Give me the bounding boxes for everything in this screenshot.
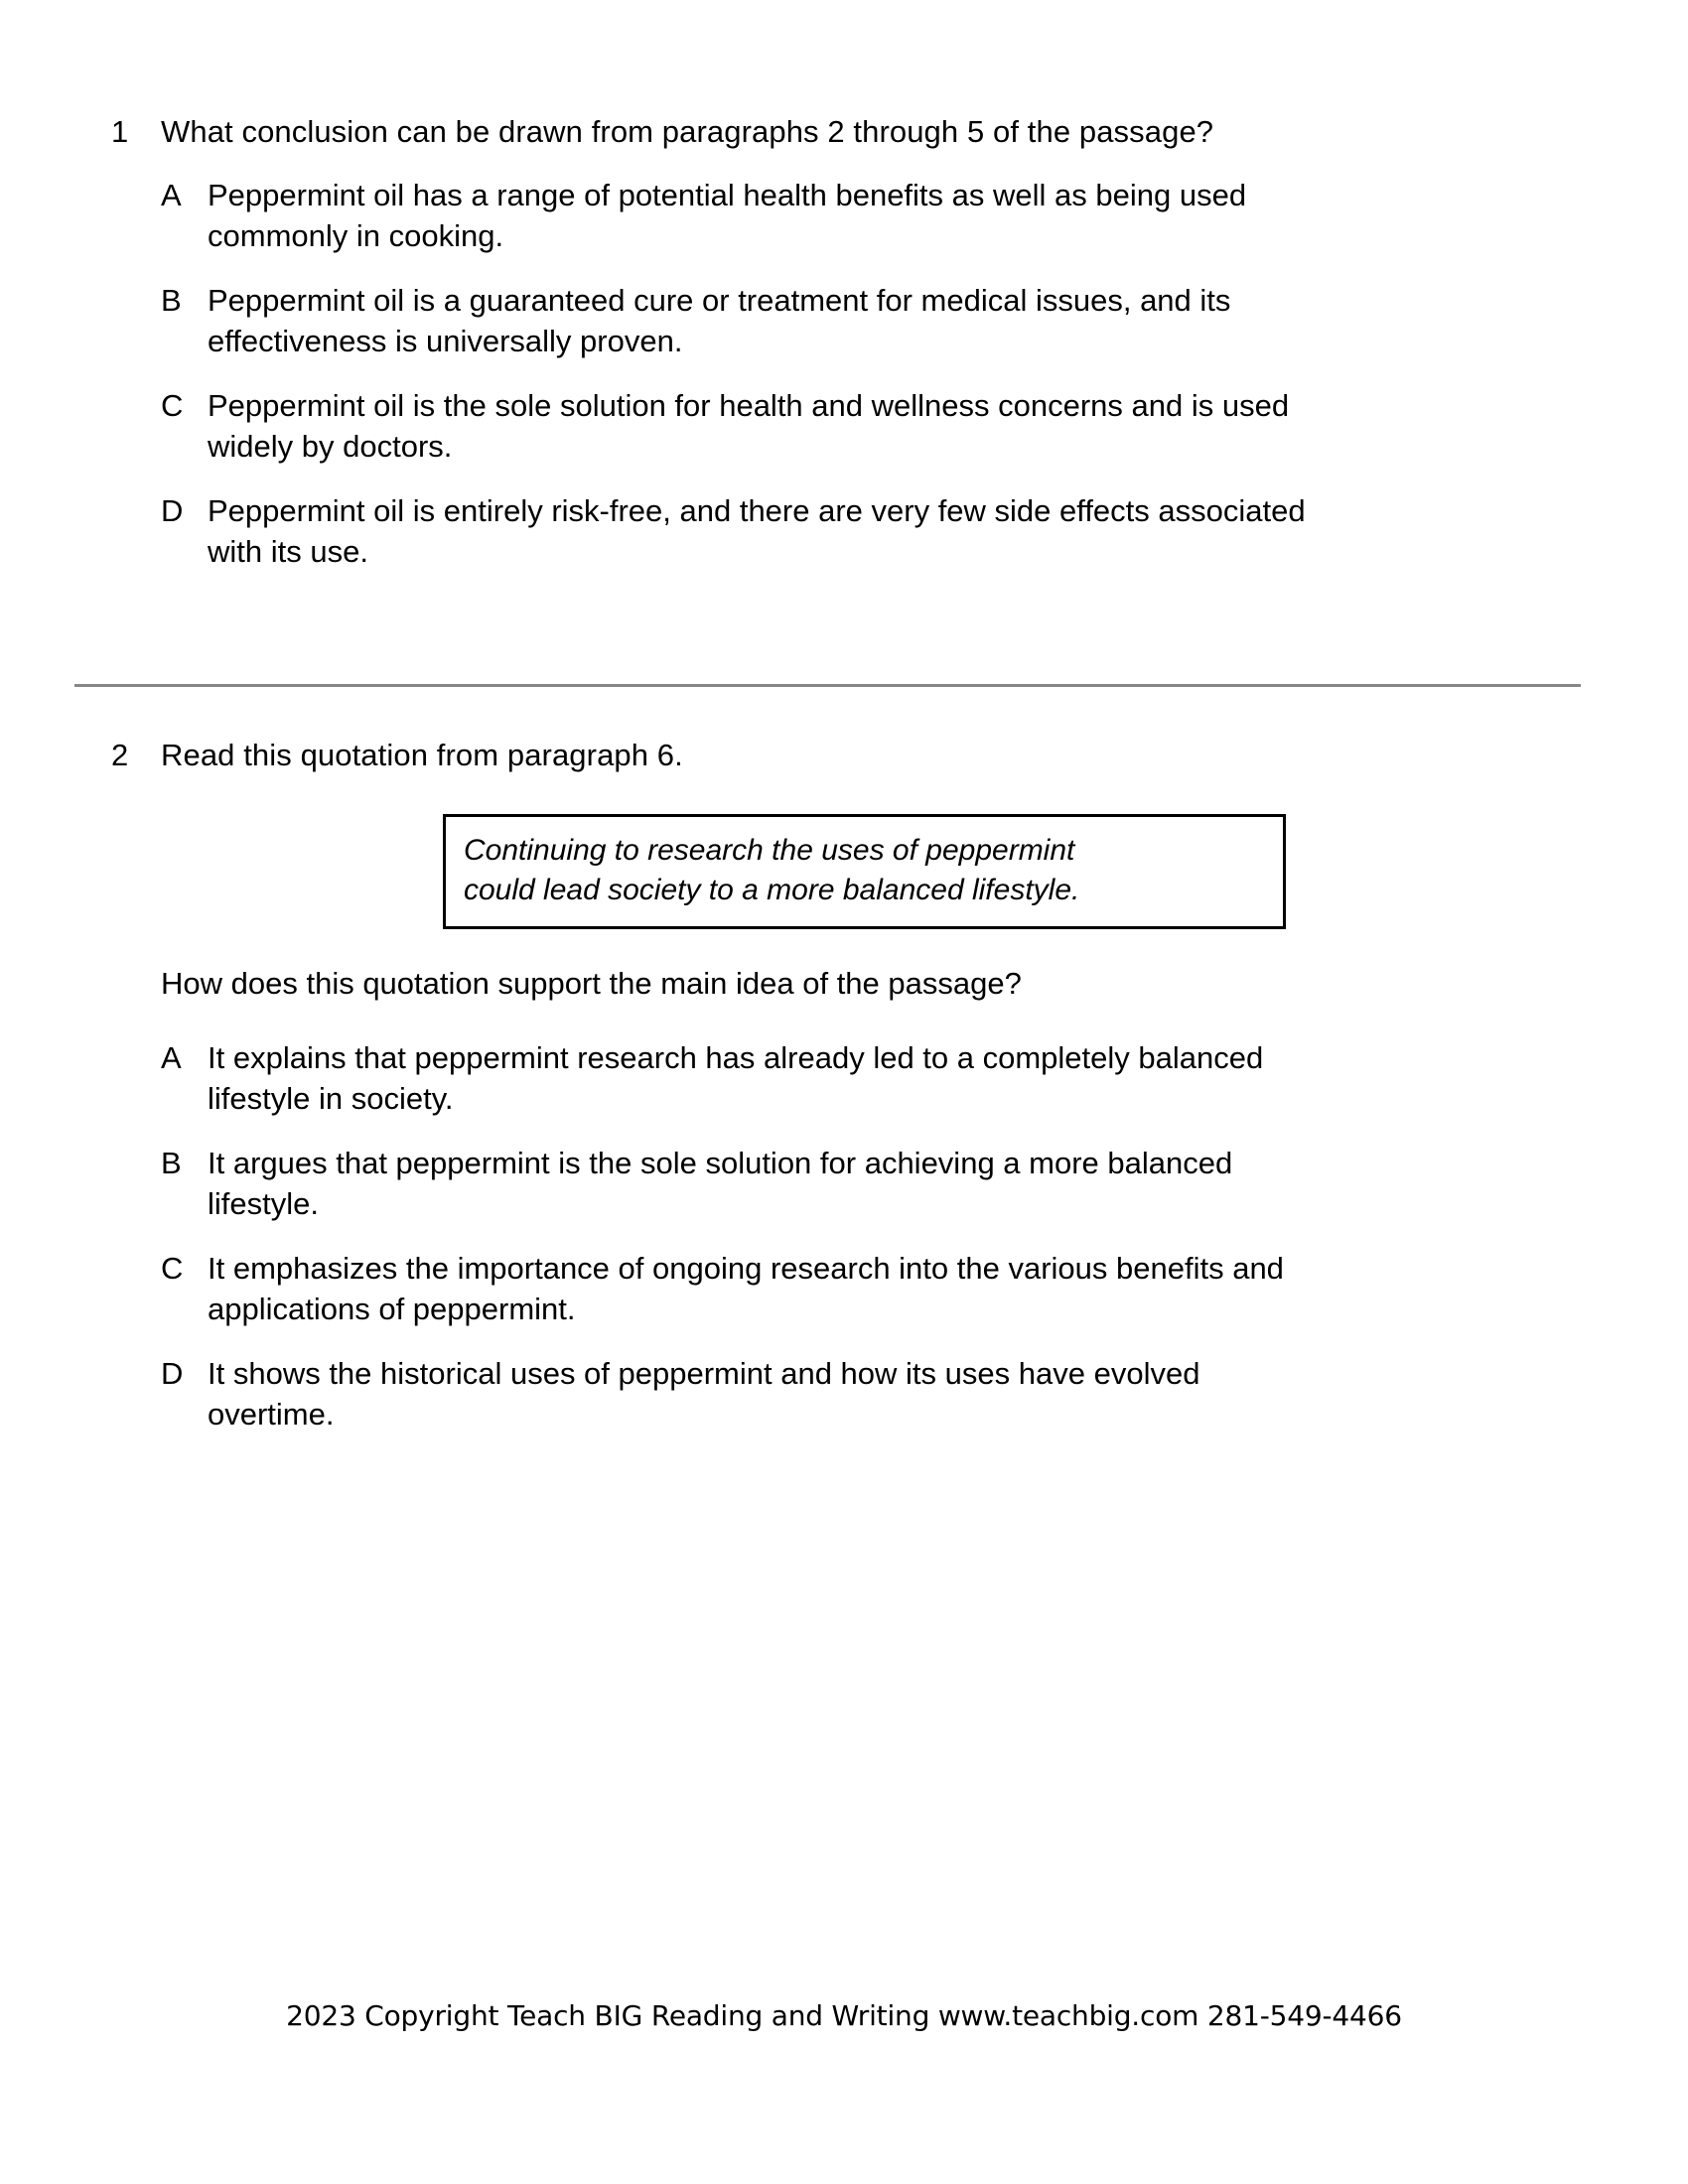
option-row[interactable]	[161, 1248, 1688, 1329]
option-row[interactable]	[161, 385, 1688, 467]
option-letter: D	[161, 1356, 184, 1391]
option-row[interactable]	[161, 1037, 1688, 1119]
option-letter: C	[161, 1251, 184, 1286]
option-letter: B	[161, 1146, 182, 1180]
question-text-2: Read this quotation from paragraph 6.	[161, 738, 683, 772]
quotation-line-1: Continuing to research the uses of peppermint	[464, 834, 1075, 867]
options-list-2	[0, 1037, 1688, 1434]
question-number-1: 1	[111, 114, 129, 149]
option-row[interactable]	[161, 280, 1688, 361]
option-text: Peppermint oil has a range of potential health benefits as well as being used commonly in cooking.	[208, 178, 1247, 253]
option-text: Peppermint oil is a guaranteed cure or treatment for medical issues, and its effectiveness is universally proven.	[208, 283, 1231, 358]
question-text-1: What conclusion can be drawn from paragraphs 2 through 5 of the passage?	[161, 114, 1214, 149]
question-stem-1	[0, 111, 1688, 153]
options-block-2	[0, 1037, 1688, 1458]
section-divider	[74, 684, 1581, 687]
quotation-line-2: could lead society to a more balanced lifestyle.	[464, 874, 1080, 906]
option-letter: D	[161, 493, 184, 528]
option-letter: B	[161, 283, 182, 318]
question-stem-2	[0, 735, 1688, 776]
option-row[interactable]	[161, 175, 1688, 256]
option-text: It shows the historical uses of peppermint and how its uses have evolved overtime.	[208, 1356, 1200, 1432]
option-text: It emphasizes the importance of ongoing research into the various benefits and applications of peppermint.	[208, 1251, 1284, 1326]
option-letter: C	[161, 388, 184, 423]
option-letter: A	[161, 1040, 182, 1075]
option-text: Peppermint oil is the sole solution for health and wellness concerns and is used widely by doctors.	[208, 388, 1290, 464]
options-list-1	[0, 175, 1688, 572]
option-row[interactable]	[161, 1143, 1688, 1224]
option-text: It argues that peppermint is the sole solution for achieving a more balanced lifestyle.	[208, 1146, 1233, 1221]
question-2-sub-prompt: How does this quotation support the main idea of the passage?	[161, 966, 1022, 1001]
question-block-1	[0, 111, 1688, 596]
option-row[interactable]	[161, 1353, 1688, 1434]
question-number-2: 2	[111, 738, 129, 772]
option-letter: A	[161, 178, 182, 212]
option-row[interactable]	[161, 490, 1688, 572]
question-block-2	[0, 735, 1688, 776]
quotation-box	[443, 814, 1286, 929]
option-text: It explains that peppermint research has already led to a completely balanced lifestyle in society.	[208, 1040, 1264, 1116]
page-footer: 2023 Copyright Teach BIG Reading and Writing www.teachbig.com 281-549-4466	[286, 1999, 1402, 2032]
option-text: Peppermint oil is entirely risk-free, and there are very few side effects associated with its use.	[208, 493, 1306, 569]
